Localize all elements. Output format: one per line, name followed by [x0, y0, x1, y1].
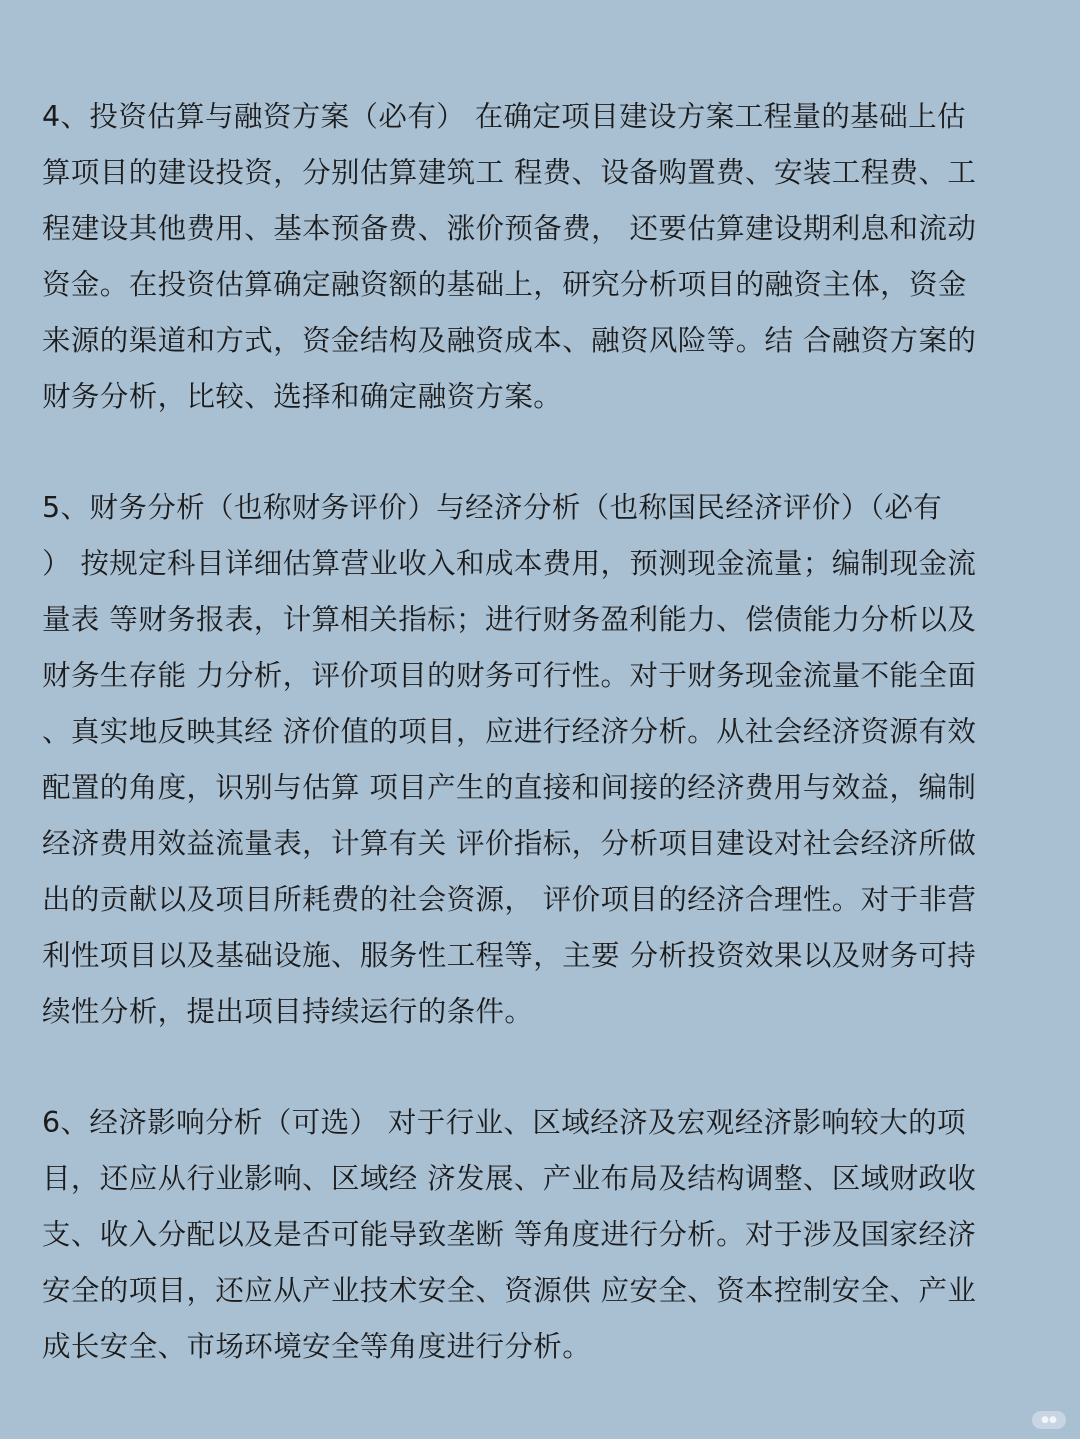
text-line: 续性分析，提出项目持续运行的条件。	[42, 995, 534, 1028]
text-line: 财务分析，比较、选择和确定融资方案。	[42, 380, 563, 413]
text-line: 出的贡献以及项目所耗费的社会资源， 评价项目的经济合理性。对于非营	[42, 883, 977, 916]
text-line: 程建设其他费用、基本预备费、涨价预备费， 还要估算建设期利息和流动	[42, 212, 977, 245]
text-line: 来源的渠道和方式，资金结构及融资成本、融资风险等。结 合融资方案的	[42, 324, 977, 357]
text-line: 经济费用效益流量表，计算有关 评价指标，分析项目建设对社会经济所做	[42, 827, 977, 860]
text-line: 算项目的建设投资，分别估算建筑工 程费、设备购置费、安装工程费、工	[42, 156, 977, 189]
section-4-investment-estimate	[42, 89, 1042, 425]
text-line: 量表 等财务报表，计算相关指标；进行财务盈利能力、偿债能力分析以及	[42, 603, 977, 636]
text-line: 、真实地反映其经 济价值的项目，应进行经济分析。从社会经济资源有效	[42, 715, 977, 748]
text-line: 利性项目以及基础设施、服务性工程等，主要 分析投资效果以及财务可持	[42, 939, 977, 972]
text-line: 安全的项目，还应从产业技术安全、资源供 应安全、资本控制安全、产业	[42, 1274, 977, 1307]
text-line: 配置的角度，识别与估算 项目产生的直接和间接的经济费用与效益，编制	[42, 771, 977, 804]
text-line: ） 按规定科目详细估算营业收入和成本费用，预测现金流量；编制现金流	[42, 547, 977, 580]
section-6-economic-impact	[42, 1095, 1042, 1375]
text-line: 资金。在投资估算确定融资额的基础上，研究分析项目的融资主体，资金	[42, 268, 967, 301]
section-5-financial-analysis	[42, 480, 1042, 1040]
watermark-logo: ●●	[1032, 1411, 1066, 1429]
text-line: 目，还应从行业影响、区域经 济发展、产业布局及结构调整、区域财政收	[42, 1162, 977, 1195]
text-line: 4、投资估算与融资方案（必有） 在确定项目建设方案工程量的基础上估	[42, 100, 966, 133]
text-line: 财务生存能 力分析，评价项目的财务可行性。对于财务现金流量不能全面	[42, 659, 977, 692]
text-line: 成长安全、市场环境安全等角度进行分析。	[42, 1330, 592, 1363]
text-line: 支、收入分配以及是否可能导致垄断 等角度进行分析。对于涉及国家经济	[42, 1218, 977, 1251]
text-line: 6、经济影响分析（可选） 对于行业、区域经济及宏观经济影响较大的项	[42, 1106, 966, 1139]
text-line: 5、财务分析（也称财务评价）与经济分析（也称国民经济评价）（必有	[42, 491, 943, 524]
